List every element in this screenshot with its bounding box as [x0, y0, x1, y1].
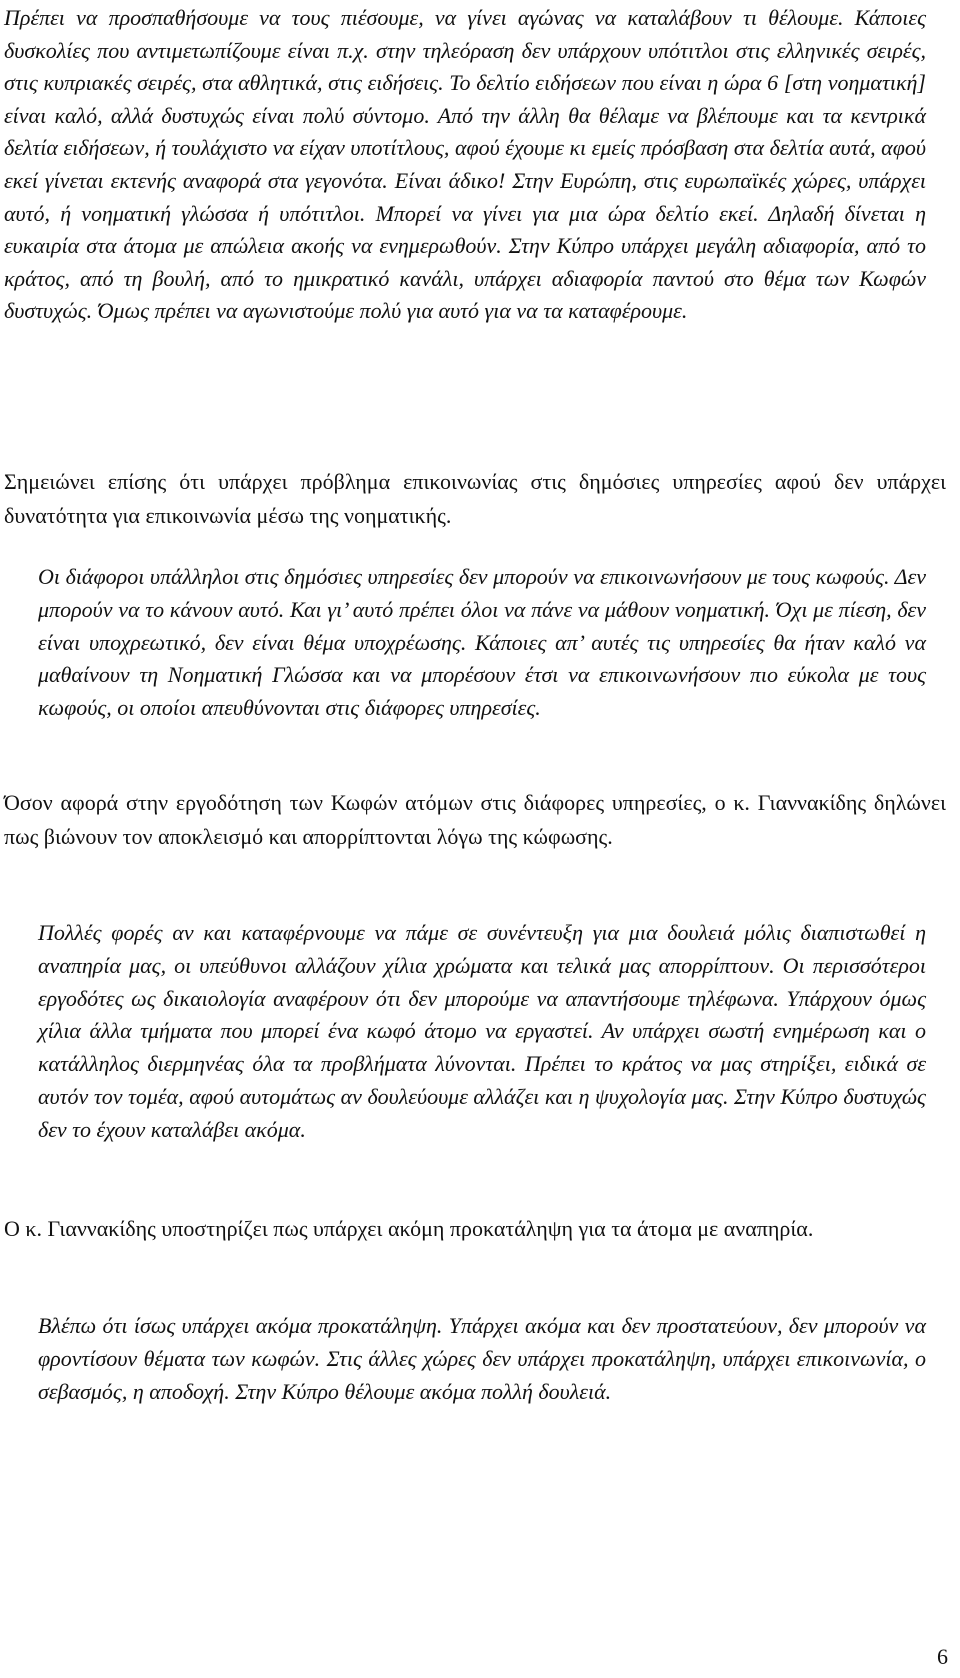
narration-paragraph: Σημειώνει επίσης ότι υπάρχει πρόβλημα επικοινωνίας στις δημόσιες υπηρεσίες αφού δεν υπάρχει δυνατότητα για επικοινωνία μέσω της νοηματικής.	[4, 469, 946, 528]
narration-paragraph: Ο κ. Γιαννακίδης υποστηρίζει πως υπάρχει ακόμη προκατάληψη για τα άτομα με αναπηρία.	[4, 1216, 814, 1241]
interview-quote-paragraph: Πρέπει να προσπαθήσουμε να τους πιέσουμε, να γίνει αγώνας να καταλάβουν τι θέλουμε. Κάποιες δυσκολίες που αντιμετωπίζουμε είναι π.χ. στην τηλεόραση δεν υπάρχουν υπότιτλοι στις ελληνικές σειρές, στις κυπριακές σειρές, στα αθλητικά, στις ειδήσεις. Το δελτίο ειδήσεων που είναι η ώρα 6 [στη νοηματική] είναι καλό, αλλά δυστυχώς είναι πολύ σύντομο. Από την άλλη θα θέλαμε να βλέπουμε και τα κεντρικά δελτία ειδήσεων, ή τουλάχιστο να είχαν υποτίτλους, αφού έχουμε κι εμείς πρόσβαση στα δελτία αυτά, αφού εκεί γίνεται εκτενής αναφορά στα γεγονότα. Είναι άδικο! Στην Ευρώπη, στις ευρωπαϊκές χώρες, υπάρχει αυτό, ή νοηματική γλώσσα ή υπότιτλοι. Μπορεί να γίνει για μια ώρα δελτίο εκεί. Δηλαδή δίνεται η ευκαιρία στα άτομα με απώλεια ακοής να ενημερωθούν. Στην Κύπρο υπάρχει μεγάλη αδιαφορία, από το κράτος, από τη βουλή, από το ημικρατικό κανάλι, υπάρχει αδιαφορία παντού στο θέμα των Κωφών δυστυχώς. Όμως πρέπει να αγωνιστούμε πολύ για αυτό για να τα καταφέρουμε.	[4, 5, 926, 324]
narration-paragraph: Όσον αφορά στην εργοδότηση των Κωφών ατόμων στις διάφορες υπηρεσίες, ο κ. Γιαννακίδης δηλώνει πως βιώνουν τον αποκλεισμό και απορρίπτονται λόγω της κώφωσης.	[4, 790, 946, 849]
interview-quote-paragraph: Πολλές φορές αν και καταφέρνουμε να πάμε σε συνέντευξη για μια δουλειά μόλις διαπιστωθεί η αναπηρία μας, οι υπεύθυνοι αλλάζουν χίλια χρώματα και τελικά μας απορρίπτουν. Οι περισσότεροι εργοδότες ως δικαιολογία αναφέρουν ότι δεν μπορούμε να απαντήσουμε τηλέφωνα. Υπάρχουν όμως χίλια άλλα τμήματα που μπορεί ένα κωφό άτομο να εργαστεί. Αν υπάρχει σωστή ενημέρωση και ο κατάλληλος διερμηνέας όλα τα προβλήματα λύνονται. Πρέπει το κράτος να μας στηρίξει, ειδικά σε αυτόν τον τομέα, αφού αυτομάτως αν δουλεύουμε αλλάζει και η ψυχολογία μας. Στην Κύπρο δυστυχώς δεν το έχουν καταλάβει ακόμα.	[38, 920, 926, 1142]
interview-quote-paragraph: Βλέπω ότι ίσως υπάρχει ακόμα προκατάληψη. Υπάρχει ακόμα και δεν προστατεύουν, δεν μπορούν να φροντίσουν θέματα των κωφών. Στις άλλες χώρες δεν υπάρχει προκατάληψη, υπάρχει επικοινωνία, ο σεβασμός, η αποδοχή. Στην Κύπρο θέλουμε ακόμα πολλή δουλειά.	[38, 1313, 926, 1404]
interview-quote-paragraph: Οι διάφοροι υπάλληλοι στις δημόσιες υπηρεσίες δεν μπορούν να επικοινωνήσουν με τους κωφούς. Δεν μπορούν να το κάνουν αυτό. Και γι’ αυτό πρέπει όλοι να πάνε να μάθουν νοηματική. Όχι με πίεση, δεν είναι υποχρεωτικό, δεν είναι θέμα υποχρέωσης. Κάποιες απ’ αυτές τις υπηρεσίες θα ήταν καλό να μαθαίνουν τη Νοηματική Γλώσσα και να μπορέσουν έτσι να επικοινωνήσουν πιο εύκολα με τους κωφούς, οι οποίοι απευθύνονται στις διάφορες υπηρεσίες.	[38, 564, 926, 721]
page-number: 6	[937, 1644, 948, 1669]
